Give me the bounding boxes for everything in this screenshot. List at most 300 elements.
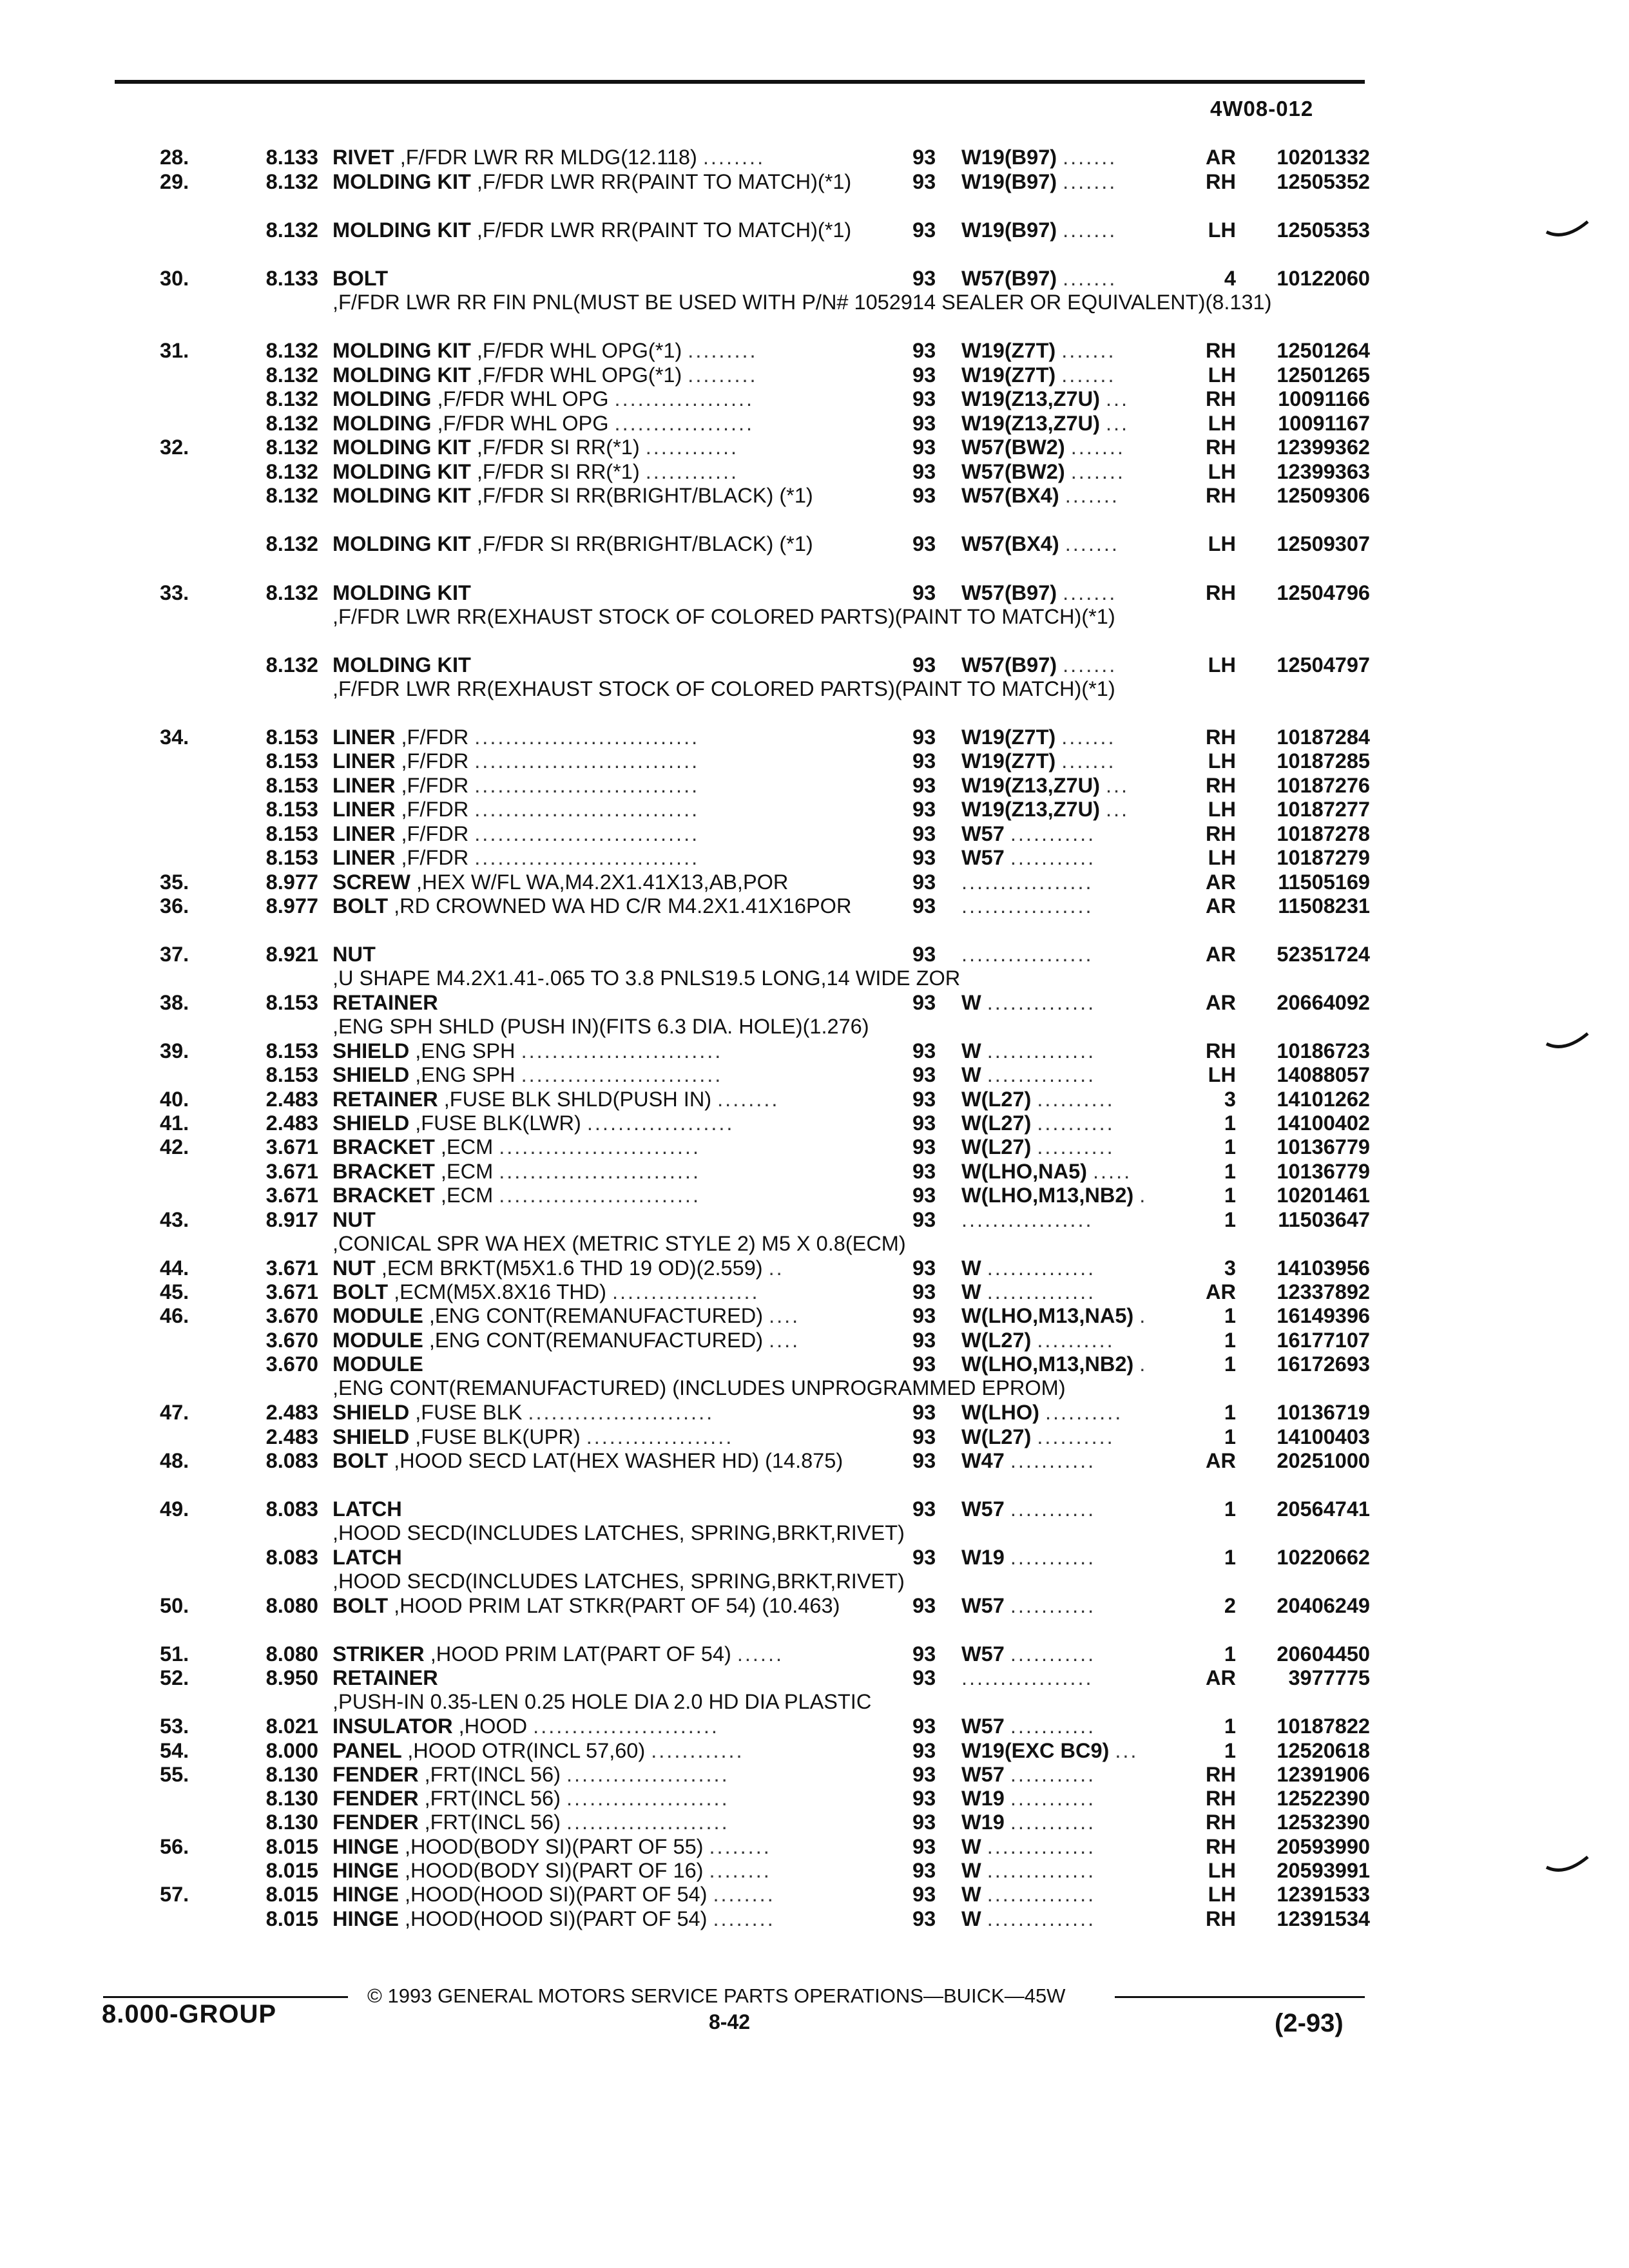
- ref-number: 50.: [160, 1594, 189, 1617]
- quantity: AR: [1206, 1280, 1236, 1303]
- part-detail: ,HOOD(HOOD SI)(PART OF 54): [404, 1907, 708, 1930]
- model-code: [961, 1907, 1095, 1931]
- dot-leader: .............................: [474, 846, 700, 869]
- ref-number: 44.: [160, 1256, 189, 1280]
- dot-leader: ...................: [586, 1425, 734, 1448]
- dot-leader: ...........: [1010, 1449, 1096, 1472]
- dot-leader: ..............: [987, 1883, 1096, 1906]
- part-name: RETAINER: [333, 1666, 438, 1689]
- model-code-text: W19(B97): [961, 218, 1057, 242]
- model-code: [961, 1039, 1095, 1063]
- group-number: 8.083: [265, 1449, 318, 1472]
- part-description: [333, 1739, 861, 1763]
- part-description: [333, 870, 861, 894]
- group-number: 3.671: [265, 1160, 318, 1183]
- dot-leader: ........: [713, 1883, 775, 1906]
- quantity: 3: [1224, 1256, 1236, 1280]
- model-code-text: W19(Z7T): [961, 339, 1056, 362]
- dot-leader: ..............: [987, 991, 1096, 1014]
- dot-leader: .........: [688, 363, 758, 387]
- part-detail: ,F/FDR LWR RR(PAINT TO MATCH)(*1): [476, 218, 852, 242]
- part-number: 20593991: [1277, 1859, 1370, 1882]
- part-detail: ,ENG SPH: [415, 1039, 516, 1062]
- model-year: 93: [912, 1401, 936, 1424]
- model-code: [961, 581, 1117, 605]
- quantity: 1: [1224, 1546, 1236, 1569]
- part-description: [333, 822, 861, 846]
- quantity: 1: [1224, 1135, 1236, 1158]
- margin-tick-mark: [1545, 1854, 1590, 1880]
- part-name: LINER: [333, 846, 396, 869]
- model-year: 93: [912, 726, 936, 749]
- ref-number: 47.: [160, 1401, 189, 1424]
- model-year: 93: [912, 1449, 936, 1472]
- dot-leader: ...........: [1010, 846, 1096, 869]
- group-number: 8.950: [265, 1666, 318, 1689]
- quantity: RH: [1206, 822, 1236, 845]
- model-code-text: W19(Z7T): [961, 363, 1056, 387]
- part-description: [333, 484, 861, 508]
- dot-leader: .: [1139, 1352, 1148, 1376]
- part-detail: ,FRT(INCL 56): [424, 1811, 561, 1834]
- quantity: RH: [1206, 484, 1236, 507]
- part-detail: ,HOOD PRIM LAT(PART OF 54): [430, 1642, 731, 1666]
- part-description: [333, 894, 861, 918]
- quantity: 1: [1224, 1208, 1236, 1231]
- ref-number: 42.: [160, 1135, 189, 1158]
- model-year: 93: [912, 146, 936, 169]
- group-number: 8.921: [265, 943, 318, 966]
- model-year: 93: [912, 339, 936, 362]
- model-code-text: W: [961, 1907, 981, 1930]
- ref-number: 55.: [160, 1763, 189, 1786]
- part-detail: ,HOOD SECD(INCLUDES LATCHES, SPRING,BRKT,RIVET): [333, 1521, 905, 1544]
- part-number: 20604450: [1277, 1642, 1370, 1666]
- model-code-text: W19(Z13,Z7U): [961, 774, 1100, 797]
- quantity: 1: [1224, 1111, 1236, 1135]
- model-year: 93: [912, 460, 936, 483]
- quantity: AR: [1206, 991, 1236, 1014]
- part-name: BRACKET: [333, 1135, 435, 1158]
- model-code: [961, 1088, 1115, 1111]
- part-name: BRACKET: [333, 1184, 435, 1207]
- model-code-text: W(LHO,NA5): [961, 1160, 1087, 1183]
- model-code: [961, 653, 1117, 677]
- part-number: 10187284: [1277, 726, 1370, 749]
- dot-leader: .......: [1061, 339, 1116, 362]
- ref-number: 53.: [160, 1715, 189, 1738]
- part-detail: ,ENG SPH SHLD (PUSH IN)(FITS 6.3 DIA. HOLE)(1.276): [333, 1015, 869, 1038]
- dot-leader: ........: [709, 1835, 771, 1858]
- dot-leader: ........: [702, 146, 766, 169]
- model-code-text: W(L27): [961, 1425, 1032, 1448]
- dot-leader: .................: [961, 894, 1094, 918]
- part-number: 12391533: [1277, 1883, 1370, 1906]
- part-description: [333, 991, 869, 1039]
- model-code-text: W19: [961, 1787, 1005, 1810]
- part-detail: ,F/FDR LWR RR FIN PNL(MUST BE USED WITH P/N# 1052914 SEALER OR EQUIVALENT)(8.131): [333, 291, 1272, 314]
- dot-leader: ............: [645, 436, 739, 459]
- model-code-text: W19(Z7T): [961, 726, 1056, 749]
- part-detail: ,F/FDR: [401, 846, 469, 869]
- group-number: 8.153: [265, 1039, 318, 1062]
- ref-number: 38.: [160, 991, 189, 1014]
- ref-number: 48.: [160, 1449, 189, 1472]
- part-number: 12532390: [1277, 1811, 1370, 1834]
- group-number: 8.133: [265, 146, 318, 169]
- model-year: 93: [912, 363, 936, 387]
- model-code-text: W: [961, 1256, 981, 1280]
- quantity: LH: [1208, 218, 1236, 242]
- part-name: NUT: [333, 1208, 376, 1231]
- part-number: 10187276: [1277, 774, 1370, 797]
- model-code-text: W19(Z13,Z7U): [961, 387, 1100, 410]
- part-number: 11505169: [1278, 870, 1370, 894]
- part-detail: ,F/FDR WHL OPG: [437, 412, 609, 435]
- margin-tick-mark: [1545, 1031, 1590, 1057]
- quantity: LH: [1208, 1883, 1236, 1906]
- dot-leader: ....: [769, 1304, 800, 1327]
- model-year: 93: [912, 1208, 936, 1231]
- quantity: RH: [1206, 170, 1236, 193]
- model-code-text: W19(EXC BC9): [961, 1739, 1110, 1762]
- dot-leader: ..............: [987, 1859, 1096, 1882]
- model-year: 93: [912, 1787, 936, 1810]
- part-name: RIVET: [333, 146, 394, 169]
- part-number: 12504796: [1277, 581, 1370, 604]
- model-code-text: W57: [961, 1594, 1005, 1617]
- group-number: 8.080: [265, 1642, 318, 1666]
- model-year: 93: [912, 1594, 936, 1617]
- dot-leader: ........: [717, 1088, 780, 1111]
- part-name: SHIELD: [333, 1063, 410, 1086]
- model-code-text: W: [961, 1039, 981, 1062]
- group-number: 8.153: [265, 991, 318, 1014]
- model-code-text: W(LHO,M13,NA5): [961, 1304, 1134, 1327]
- part-name: MOLDING: [333, 412, 432, 435]
- footer-rule-right: [1115, 1996, 1365, 1998]
- model-year: 93: [912, 1835, 936, 1858]
- model-year: 93: [912, 1135, 936, 1158]
- part-name: HINGE: [333, 1859, 399, 1882]
- model-code-text: W57: [961, 822, 1005, 845]
- model-code: [961, 1135, 1115, 1159]
- ref-number: 37.: [160, 943, 189, 966]
- model-year: 93: [912, 1425, 936, 1448]
- part-number: 16177107: [1277, 1329, 1370, 1352]
- model-code: [961, 1160, 1132, 1184]
- part-name: BOLT: [333, 267, 389, 290]
- dot-leader: ..............: [987, 1835, 1096, 1858]
- part-name: HINGE: [333, 1883, 399, 1906]
- quantity: AR: [1206, 146, 1236, 169]
- part-number: 10187822: [1277, 1715, 1370, 1738]
- ref-number: 45.: [160, 1280, 189, 1303]
- model-code: [961, 146, 1117, 169]
- part-number: 12501265: [1277, 363, 1370, 387]
- part-description: [333, 1859, 861, 1883]
- part-detail: ,F/FDR LWR RR(EXHAUST STOCK OF COLORED PARTS)(PAINT TO MATCH)(*1): [333, 605, 1115, 628]
- model-year: 93: [912, 774, 936, 797]
- model-year: 93: [912, 267, 936, 290]
- part-number: 12522390: [1277, 1787, 1370, 1810]
- dot-leader: ...................: [612, 1280, 760, 1303]
- model-code: [961, 894, 1094, 918]
- model-year: 93: [912, 1184, 936, 1207]
- model-code-text: W(LHO,M13,NB2): [961, 1184, 1134, 1207]
- dot-leader: .................: [961, 1208, 1094, 1231]
- part-description: [333, 1208, 906, 1256]
- model-code: [961, 1642, 1095, 1666]
- model-code-text: W57: [961, 1497, 1005, 1521]
- part-detail: ,HOOD SECD(INCLUDES LATCHES, SPRING,BRKT,RIVET): [333, 1570, 905, 1593]
- part-detail: ,F/FDR LWR RR(PAINT TO MATCH)(*1): [476, 170, 852, 193]
- dot-leader: ...........: [1010, 1642, 1096, 1666]
- part-name: NUT: [333, 1256, 376, 1280]
- part-description: [333, 363, 861, 387]
- part-detail: ,CONICAL SPR WA HEX (METRIC STYLE 2) M5 X 0.8(ECM): [333, 1232, 906, 1255]
- model-code-text: W(L27): [961, 1088, 1032, 1111]
- group-number: 3.670: [265, 1304, 318, 1327]
- dot-leader: ...........: [1010, 1594, 1096, 1617]
- quantity: 1: [1224, 1304, 1236, 1327]
- group-number: 8.132: [265, 581, 318, 604]
- part-number: 12501264: [1277, 339, 1370, 362]
- quantity: 1: [1224, 1425, 1236, 1448]
- dot-leader: ...........: [1010, 1497, 1096, 1521]
- part-description: [333, 1039, 861, 1063]
- group-number: 2.483: [265, 1401, 318, 1424]
- ref-number: 51.: [160, 1642, 189, 1666]
- group-number: 8.132: [265, 460, 318, 483]
- dot-leader: ..: [768, 1256, 784, 1280]
- part-name: RETAINER: [333, 1088, 438, 1111]
- ref-number: 30.: [160, 267, 189, 290]
- part-name: BOLT: [333, 894, 389, 918]
- model-code-text: W57(BW2): [961, 460, 1065, 483]
- quantity: RH: [1206, 1787, 1236, 1810]
- group-number: 8.132: [265, 218, 318, 242]
- part-name: MOLDING KIT: [333, 339, 471, 362]
- group-number: 8.130: [265, 1763, 318, 1786]
- part-description: [333, 1594, 861, 1618]
- quantity: LH: [1208, 460, 1236, 483]
- part-description: [333, 146, 861, 169]
- model-code: [961, 363, 1116, 387]
- quantity: RH: [1206, 387, 1236, 410]
- ref-number: 35.: [160, 870, 189, 894]
- part-description: [333, 412, 861, 436]
- model-year: 93: [912, 1280, 936, 1303]
- model-year: 93: [912, 1642, 936, 1666]
- dot-leader: ..................: [614, 412, 755, 435]
- dot-leader: .......: [1063, 581, 1117, 604]
- model-year: 93: [912, 412, 936, 435]
- part-name: SHIELD: [333, 1039, 410, 1062]
- part-number: 10091166: [1278, 387, 1370, 410]
- part-name: MOLDING KIT: [333, 460, 471, 483]
- part-name: MODULE: [333, 1329, 423, 1352]
- dot-leader: .................: [961, 870, 1094, 894]
- part-number: 12399363: [1277, 460, 1370, 483]
- model-code: [961, 1497, 1095, 1521]
- model-code: [961, 1329, 1115, 1352]
- dot-leader: ..........: [1037, 1135, 1115, 1158]
- part-name: PANEL: [333, 1739, 402, 1762]
- model-code: [961, 387, 1129, 411]
- model-code-text: W57(B97): [961, 267, 1057, 290]
- model-code-text: W: [961, 1859, 981, 1882]
- part-description: [333, 1497, 905, 1545]
- part-name: LATCH: [333, 1497, 402, 1521]
- quantity: RH: [1206, 774, 1236, 797]
- model-year: 93: [912, 170, 936, 193]
- part-name: BOLT: [333, 1449, 389, 1472]
- group-number: 8.021: [265, 1715, 318, 1738]
- part-detail: ,F/FDR: [401, 726, 469, 749]
- ref-number: 52.: [160, 1666, 189, 1689]
- model-year: 93: [912, 1859, 936, 1882]
- part-number: 14100403: [1277, 1425, 1370, 1448]
- dot-leader: ...........: [1010, 1787, 1096, 1810]
- part-description: [333, 1642, 861, 1666]
- part-detail: ,HOOD: [458, 1715, 528, 1738]
- group-number: 8.000: [265, 1739, 318, 1762]
- quantity: AR: [1206, 1666, 1236, 1689]
- dot-leader: .................: [961, 1666, 1094, 1689]
- part-name: MOLDING KIT: [333, 532, 471, 555]
- group-number: 8.132: [265, 532, 318, 555]
- footer-page-number: 8-42: [709, 2010, 751, 2033]
- part-detail: ,F/FDR: [401, 774, 469, 797]
- dot-leader: .....................: [566, 1787, 729, 1810]
- quantity: 1: [1224, 1497, 1236, 1521]
- ref-number: 28.: [160, 146, 189, 169]
- part-number: 10122060: [1277, 267, 1370, 290]
- part-detail: ,ECM(M5X.8X16 THD): [394, 1280, 606, 1303]
- dot-leader: .......: [1063, 146, 1117, 169]
- part-name: SCREW: [333, 870, 410, 894]
- model-code-text: W(L27): [961, 1111, 1032, 1135]
- part-description: [333, 1546, 905, 1593]
- quantity: 1: [1224, 1184, 1236, 1207]
- part-description: [333, 1715, 861, 1738]
- part-description: [333, 774, 861, 798]
- part-description: [333, 1280, 861, 1304]
- part-number: 16149396: [1277, 1304, 1370, 1327]
- quantity: AR: [1206, 894, 1236, 918]
- quantity: 1: [1224, 1401, 1236, 1424]
- model-year: 93: [912, 1111, 936, 1135]
- part-detail: ,ENG CONT(REMANUFACTURED): [429, 1304, 764, 1327]
- part-description: [333, 1449, 861, 1473]
- group-number: 8.080: [265, 1594, 318, 1617]
- dot-leader: ..................: [614, 387, 755, 410]
- dot-leader: .......: [1063, 653, 1117, 677]
- quantity: 1: [1224, 1329, 1236, 1352]
- model-year: 93: [912, 943, 936, 966]
- part-description: [333, 218, 861, 242]
- dot-leader: .....................: [566, 1763, 729, 1786]
- part-detail: ,ENG SPH: [415, 1063, 516, 1086]
- quantity: AR: [1206, 1449, 1236, 1472]
- model-code: [961, 1666, 1094, 1690]
- model-year: 93: [912, 822, 936, 845]
- model-code: [961, 1883, 1095, 1907]
- quantity: RH: [1206, 1907, 1236, 1930]
- quantity: AR: [1206, 870, 1236, 894]
- model-code: [961, 798, 1129, 822]
- part-description: [333, 1304, 861, 1328]
- group-number: 3.670: [265, 1329, 318, 1352]
- part-name: MOLDING KIT: [333, 581, 471, 604]
- dot-leader: .................: [961, 943, 1094, 966]
- part-detail: ,F/FDR SI RR(*1): [476, 460, 640, 483]
- part-description: [333, 339, 861, 363]
- group-number: 8.083: [265, 1497, 318, 1521]
- part-number: 10136779: [1277, 1160, 1370, 1183]
- dot-leader: ..........: [1045, 1401, 1123, 1424]
- quantity: LH: [1208, 749, 1236, 773]
- model-code: [961, 267, 1117, 291]
- part-name: FENDER: [333, 1811, 419, 1834]
- model-year: 93: [912, 581, 936, 604]
- model-code: [961, 1594, 1095, 1618]
- dot-leader: ..........................: [499, 1184, 700, 1207]
- part-number: 12504797: [1277, 653, 1370, 677]
- footer-rule-left: [103, 1996, 348, 1998]
- model-code: [961, 774, 1129, 798]
- model-year: 93: [912, 1739, 936, 1762]
- part-detail: ,ECM: [440, 1135, 494, 1158]
- group-number: 3.671: [265, 1184, 318, 1207]
- model-code: [961, 1763, 1095, 1787]
- dot-leader: ..........: [1037, 1329, 1115, 1352]
- part-detail: ,F/FDR: [401, 822, 469, 845]
- part-description: [333, 1088, 861, 1111]
- part-description: [333, 1907, 861, 1931]
- part-number: 16172693: [1277, 1352, 1370, 1376]
- part-description: [333, 436, 861, 459]
- quantity: 2: [1224, 1594, 1236, 1617]
- part-name: MOLDING KIT: [333, 170, 471, 193]
- part-number: 12399362: [1277, 436, 1370, 459]
- model-code-text: W(L27): [961, 1329, 1032, 1352]
- part-name: MOLDING: [333, 387, 432, 410]
- part-description: [333, 1787, 861, 1811]
- model-year: 93: [912, 218, 936, 242]
- model-code-text: W57(B97): [961, 653, 1057, 677]
- dot-leader: .......: [1065, 484, 1119, 507]
- ref-number: 40.: [160, 1088, 189, 1111]
- part-detail: ,RD CROWNED WA HD C/R M4.2X1.41X16POR: [394, 894, 852, 918]
- part-number: 14103956: [1277, 1256, 1370, 1280]
- part-number: 10187279: [1277, 846, 1370, 869]
- quantity: LH: [1208, 846, 1236, 869]
- part-name: BRACKET: [333, 1160, 435, 1183]
- dot-leader: ........................: [528, 1401, 715, 1424]
- model-code: [961, 1352, 1147, 1376]
- group-number: 8.015: [265, 1859, 318, 1882]
- group-number: 8.015: [265, 1883, 318, 1906]
- model-year: 93: [912, 1497, 936, 1521]
- model-code: [961, 339, 1116, 363]
- part-detail: ,HOOD OTR(INCL 57,60): [407, 1739, 646, 1762]
- group-number: 2.483: [265, 1088, 318, 1111]
- model-code: [961, 1739, 1138, 1763]
- group-number: 3.671: [265, 1256, 318, 1280]
- model-code: [961, 1063, 1095, 1087]
